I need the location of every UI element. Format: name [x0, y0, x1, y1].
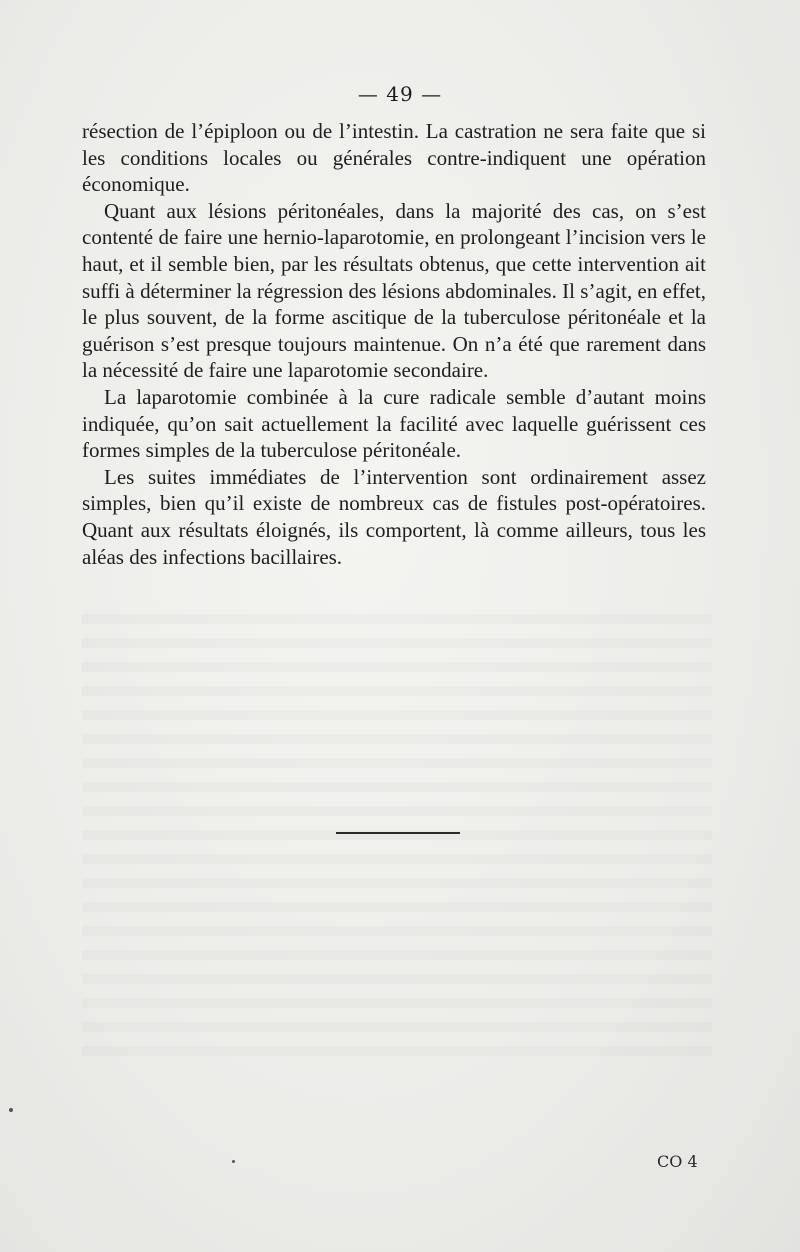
scan-speck [9, 1108, 13, 1112]
bleed-through-texture [82, 600, 712, 1060]
scan-speck [232, 1160, 235, 1163]
section-divider [336, 832, 460, 834]
paragraph-2: Quant aux lésions péritonéales, dans la majorité des cas, on s’est contenté de faire une hernio-laparotomie, en prolongeant l’incision vers le haut, et il semble bien, par les résultats obtenus, que cette intervention ait suffi à déterminer la régression des lésions abdominales. Il s’agit, en effet, le plus souvent, de la forme ascitique de la tuberculose péritonéale et la guérison s’est presque toujours maintenue. On n’a été que rarement dans la nécessité de faire une laparotomie secondaire. [82, 198, 706, 383]
paragraph-3: La laparotomie combinée à la cure radicale semble d’autant moins indiquée, qu’on sait actuellement la facilité avec laquelle guérissent ces formes simples de la tuberculose péritonéale. [82, 384, 706, 463]
paragraph-1: résection de l’épiploon ou de l’intestin. La castration ne sera faite que si les conditions locales ou générales contre-indiquent une opération économique. [82, 119, 706, 197]
signature-mark: CO 4 [657, 1152, 698, 1171]
paragraph-4: Les suites immédiates de l’intervention sont ordinairement assez simples, bien qu’il existe de nombreux cas de fistules post-opératoires. Quant aux résultats éloignés, ils comportent, là comme ailleurs, tous les aléas des infections bacillaires. [82, 464, 706, 569]
page-number: — 49 — [357, 82, 443, 106]
body-text [82, 118, 706, 570]
